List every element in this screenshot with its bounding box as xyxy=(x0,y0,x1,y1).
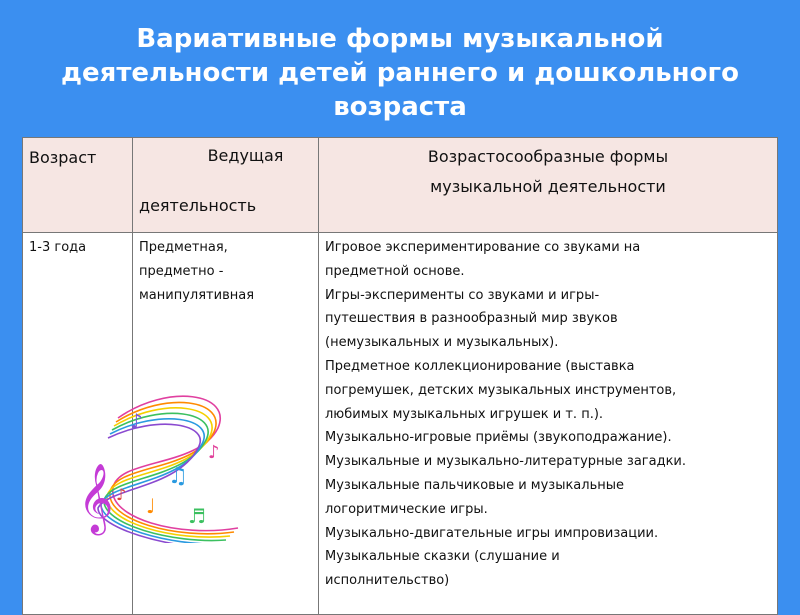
music-activity-table xyxy=(22,137,778,615)
title-line-2: деятельности детей раннего и дошкольного xyxy=(61,58,739,88)
header-leading-top: Ведущая xyxy=(207,146,284,165)
forms-line-2: предметной основе. xyxy=(325,263,465,279)
cell-forms xyxy=(319,233,778,615)
svg-text:♬: ♬ xyxy=(188,504,206,528)
cell-age: 1-3 года xyxy=(23,233,133,615)
music-notes-swirl-image xyxy=(58,388,248,543)
svg-text:♪: ♪ xyxy=(208,442,220,463)
svg-text:♪: ♪ xyxy=(116,485,127,504)
forms-line-14: Музыкальные сказки (слушание и xyxy=(325,549,560,565)
leading-line-1: Предметная, xyxy=(139,240,228,255)
header-age: Возраст xyxy=(23,138,133,233)
svg-text:♪: ♪ xyxy=(130,409,143,433)
title-line-1: Вариативные формы музыкальной xyxy=(136,24,664,54)
title-line-3: возраста xyxy=(333,92,467,122)
forms-line-8: любимых музыкальных игрушек и т. п.). xyxy=(325,406,604,422)
header-leading-activity xyxy=(133,138,319,233)
forms-line-15: исполнительство) xyxy=(325,573,450,589)
forms-line-9: Музыкально-игровые приёмы (звукоподражание). xyxy=(325,430,672,446)
forms-line-3: Игры-эксперименты со звуками и игры- xyxy=(325,287,600,303)
forms-line-6: Предметное коллекционирование (выставка xyxy=(325,358,635,374)
header-forms-line-1: Возрастосообразные формы xyxy=(427,147,669,166)
slide-title xyxy=(0,22,800,124)
header-forms xyxy=(319,138,778,233)
leading-line-3: манипулятивная xyxy=(139,287,255,303)
header-forms-line-2: музыкальной деятельности xyxy=(430,177,666,196)
svg-text:♩: ♩ xyxy=(146,494,156,518)
table-header-row xyxy=(23,138,778,233)
forms-line-5: (немузыкальных и музыкальных). xyxy=(325,335,559,351)
forms-line-7: погремушек, детских музыкальных инструментов, xyxy=(325,382,677,398)
svg-text:♫: ♫ xyxy=(168,464,188,489)
svg-text:𝄞: 𝄞 xyxy=(78,463,114,533)
forms-line-4: путешествия в разнообразный мир звуков xyxy=(325,311,618,327)
forms-line-12: логоритмические игры. xyxy=(325,501,488,517)
forms-line-13: Музыкально-двигательные игры импровизации. xyxy=(325,525,659,541)
forms-line-11: Музыкальные пальчиковые и музыкальные xyxy=(325,477,625,493)
forms-line-10: Музыкальные и музыкально-литературные загадки. xyxy=(325,454,687,470)
leading-line-2: предметно - xyxy=(139,263,224,279)
header-leading-bottom: деятельность xyxy=(139,196,257,215)
forms-line-1: Игровое экспериментирование со звуками на xyxy=(325,240,641,255)
